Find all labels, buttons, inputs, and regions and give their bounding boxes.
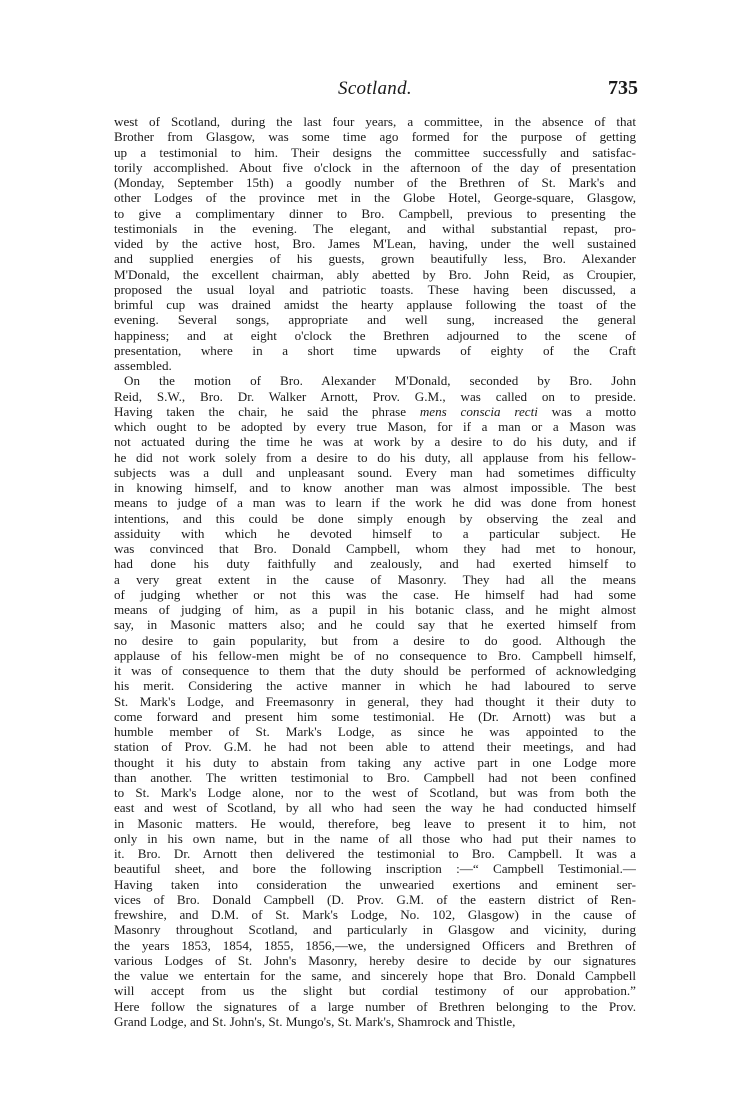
text-line: applause of his fellow-men might be of no consequence to Bro. Campbell himself, xyxy=(114,647,636,663)
text-line: St. Mark's Lodge, and Freemasonry in general, they had thought it their duty to xyxy=(114,693,636,709)
text-line: a very great extent in the cause of Masonry. They had all the means xyxy=(114,571,636,587)
text-line: to St. Mark's Lodge alone, nor to the west of Scotland, but was from both the xyxy=(114,785,636,800)
text-line: intentions, and this could be done simply enough by observing the zeal and xyxy=(114,510,636,526)
text-line: in Masonic matters. He would, therefore, beg leave to present it to him, not xyxy=(114,815,636,831)
text-line: brimful cup was drained amidst the hearty applause following the toast of the xyxy=(114,297,636,312)
text-line: beautiful sheet, and bore the following inscription :—“ Campbell Testimonial.— xyxy=(114,861,636,877)
text-line: had done his duty faithfully and zealously, and had exerted himself to xyxy=(114,556,636,572)
text-line: east and west of Scotland, by all who had seen the way he had conducted himself xyxy=(114,800,636,816)
text-line: means to judge of a man was to learn if the work he did was done from honest xyxy=(114,495,636,511)
text-line: vided by the active host, Bro. James M'Lean, having, under the well sustained xyxy=(114,236,636,251)
text-line: Having taken the chair, he said the phrase mens conscia recti was a motto xyxy=(114,403,636,419)
text-line: Grand Lodge, and St. John's, St. Mungo's, St. Mark's, Shamrock and Thistle, xyxy=(114,1013,516,1029)
text-line: than another. The written testimonial to Bro. Campbell had not been confined xyxy=(114,769,636,785)
text-line: M'Donald, the excellent chairman, ably abetted by Bro. John Reid, as Croupier, xyxy=(114,266,636,282)
paragraph xyxy=(114,114,636,373)
text-line: subjects was a dull and unpleasant sound. Every man had sometimes difficulty xyxy=(114,464,636,480)
text-line: assiduity with which he devoted himself to a particular subject. He xyxy=(114,525,636,541)
text-line: of judging whether or not this was the case. He himself had had some xyxy=(114,586,636,602)
text-line: it. Bro. Dr. Arnott then delivered the testimonial to Bro. Campbell. It was a xyxy=(114,846,636,861)
text-line: say, in Masonic matters also; and he could say that he exerted himself from xyxy=(114,617,636,633)
text-line: Reid, S.W., Bro. Dr. Walker Arnott, Prov. G.M., was called on to preside. xyxy=(114,388,636,404)
text-line: station of Prov. G.M. he had not been able to attend their meetings, and had xyxy=(114,739,636,755)
text-line: Here follow the signatures of a large number of Brethren belonging to the Prov. xyxy=(114,998,636,1014)
text-line: to give a complimentary dinner to Bro. Campbell, previous to presenting the xyxy=(114,205,636,221)
text-line: only in his own name, but in the name of all those who had put their names to xyxy=(114,830,636,846)
text-line: Brother from Glasgow, was some time ago formed for the purpose of getting xyxy=(114,129,636,145)
text-line: the value we entertain for the same, and sincerely hope that Bro. Donald Campbell xyxy=(114,968,636,983)
text-line: evening. Several songs, appropriate and well sung, increased the general xyxy=(114,312,636,328)
text-line: up a testimonial to him. Their designs the committee successfully and satisfac- xyxy=(114,144,636,160)
paragraph xyxy=(114,373,636,1029)
text-line: the years 1853, 1854, 1855, 1856,—we, the undersigned Officers and Brethren of xyxy=(114,937,636,953)
text-line: happiness; and at eight o'clock the Brethren adjourned to the scene of xyxy=(114,327,636,343)
text-line: come forward and present him some testimonial. He (Dr. Arnott) was but a xyxy=(114,708,636,724)
text-line: testimonials in the evening. The elegant, and withal substantial repast, pro- xyxy=(114,220,636,236)
article-body xyxy=(114,114,636,1029)
text-line: humble member of St. Mark's Lodge, as since he was appointed to the xyxy=(114,724,636,739)
text-line: west of Scotland, during the last four years, a committee, in the absence of that xyxy=(114,114,636,129)
text-line: will accept from us the slight but cordial testimony of our approbation.” xyxy=(114,983,636,999)
text-line: thought it his duty to abstain from taking any active part in one Lodge more xyxy=(114,754,636,770)
text-line: proposed the usual loyal and patriotic toasts. These having been discussed, a xyxy=(114,281,636,297)
text-line: presentation, where in a short time upwards of eighty of the Craft xyxy=(114,342,636,358)
running-head xyxy=(112,78,638,106)
text-line: in knowing himself, and to know another man was almost impossible. The best xyxy=(114,480,636,495)
page-title: Scotland. xyxy=(338,78,412,99)
text-line: which ought to be adopted by every true Mason, for if a man or a Mason was xyxy=(114,419,636,434)
text-line: vices of Bro. Donald Campbell (D. Prov. G.M. of the eastern district of Ren- xyxy=(114,891,636,907)
text-line: and supplied energies of his guests, grown beautifully less, Bro. Alexander xyxy=(114,251,636,267)
text-line: (Monday, September 15th) a goodly number of the Brethren of St. Mark's and xyxy=(114,175,636,190)
text-line: assembled. xyxy=(114,358,172,373)
text-line: he did not work solely from a desire to do his duty, all applause from his fellow- xyxy=(114,449,636,465)
text-line: his merit. Considering the active manner in which he had laboured to serve xyxy=(114,678,636,694)
latin-motto: mens conscia recti xyxy=(419,403,538,419)
text-line: was convinced that Bro. Donald Campbell, whom they had met to honour, xyxy=(114,541,636,556)
text-line: no desire to gain popularity, but from a desire to do good. Although the xyxy=(114,632,636,648)
text-line: frewshire, and D.M. of St. Mark's Lodge, No. 102, Glasgow) in the cause of xyxy=(114,907,636,922)
text-line: various Lodges of St. John's Masonry, hereby desire to decide by our signatures xyxy=(114,952,636,968)
text-line: not actuated during the time he was at work by a desire to do his duty, and if xyxy=(114,434,636,450)
text-line: Having taken into consideration the unwearied exertions and eminent ser- xyxy=(114,876,636,892)
text-line: it was of consequence to them that the duty should be performed of acknowledging xyxy=(114,663,636,678)
text-line: torily accomplished. About five o'clock in the afternoon of the day of presentation xyxy=(114,159,636,175)
text-line: On the motion of Bro. Alexander M'Donald, seconded by Bro. John xyxy=(124,373,636,389)
text-line: Masonry throughout Scotland, and particularly in Glasgow and vicinity, during xyxy=(114,922,636,938)
text-line: means of judging of him, as a pupil in his botanic class, and he might almost xyxy=(114,602,636,617)
text-line: other Lodges of the province met in the Globe Hotel, George-square, Glasgow, xyxy=(114,190,636,206)
page-number: 735 xyxy=(608,77,638,99)
